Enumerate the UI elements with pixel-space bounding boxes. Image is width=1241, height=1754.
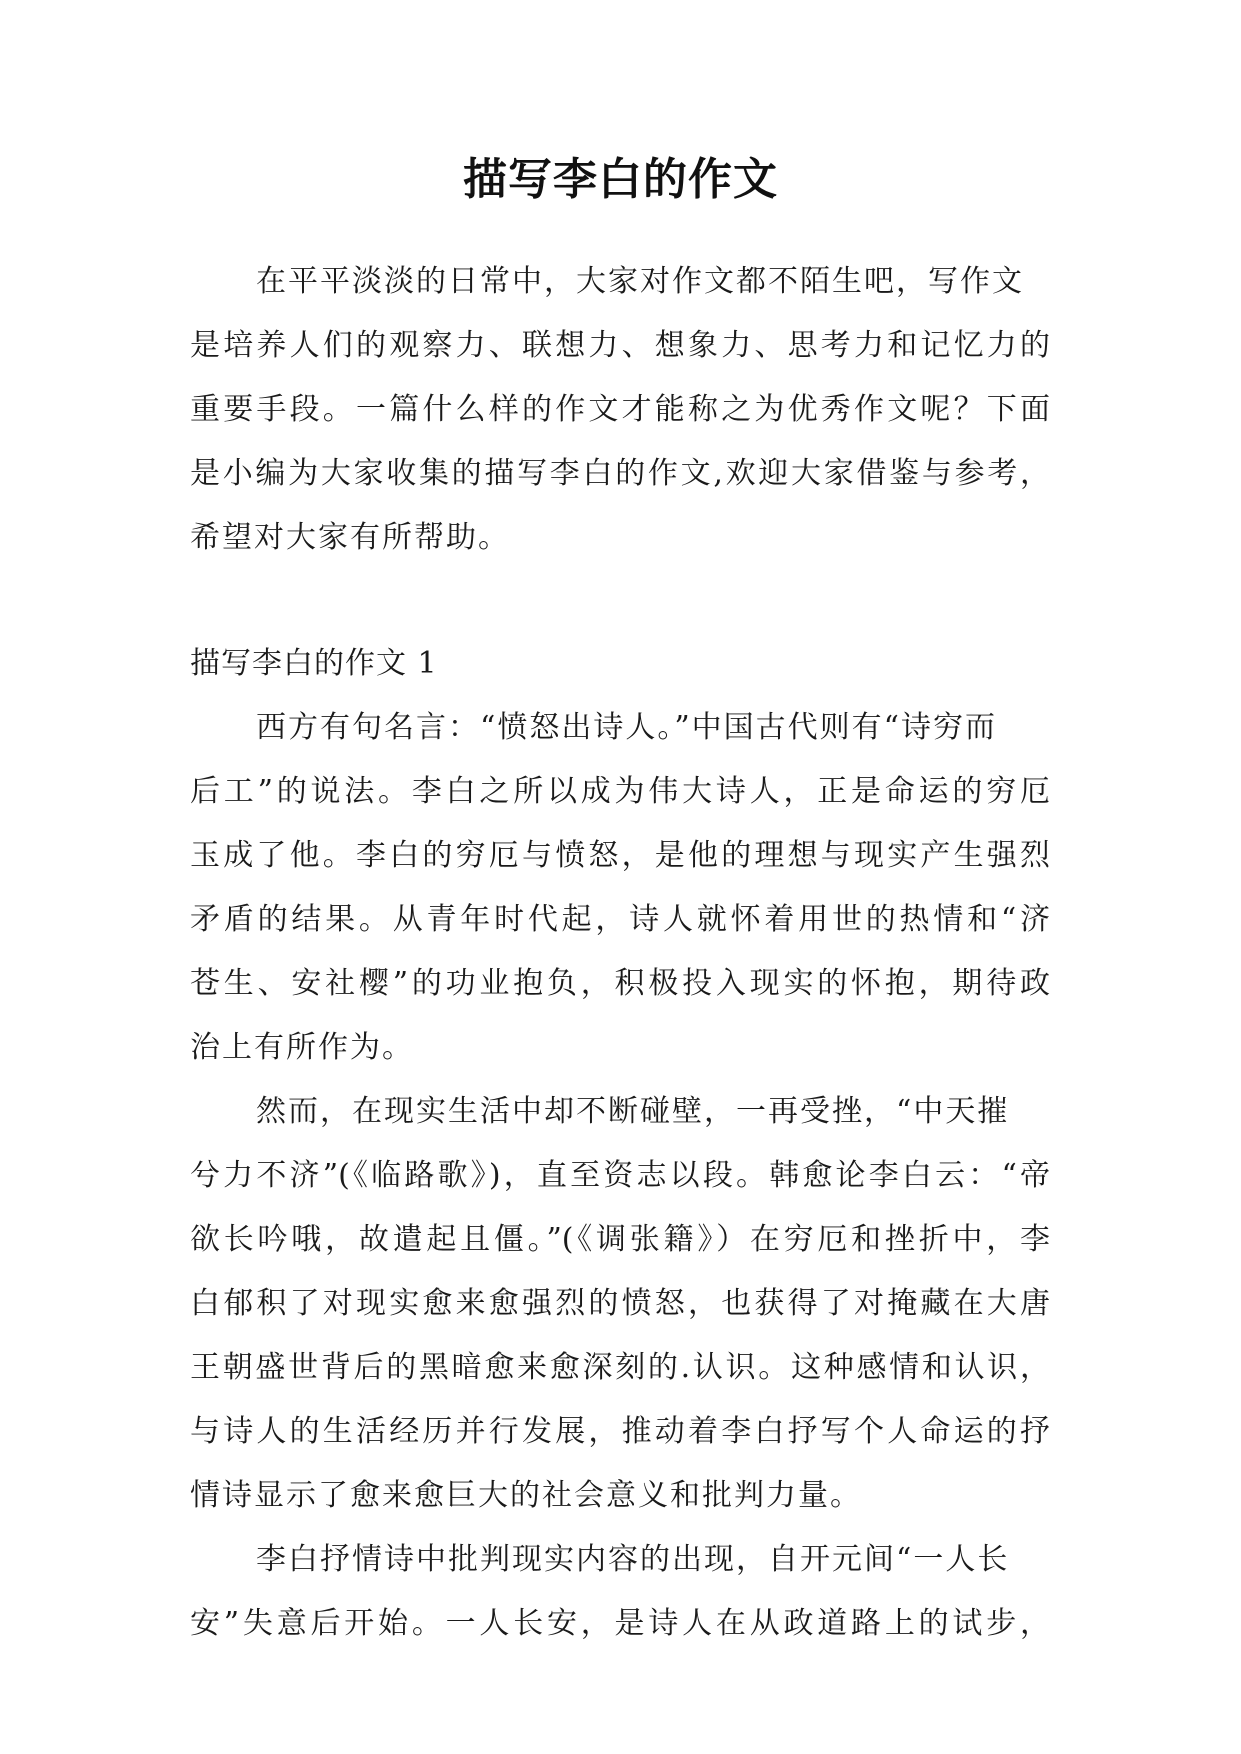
section-paragraph-3	[190, 1528, 1050, 1656]
paragraph-line: 治上有所作为。	[190, 1030, 414, 1065]
paragraph-line: 李白抒情诗中批判现实内容的出现，自开元间“一人长	[256, 1542, 1010, 1577]
section-heading: 描写李白的作文 1	[190, 646, 438, 681]
section-paragraph-1	[190, 696, 1050, 1080]
document-title: 描写李白的作文	[463, 154, 778, 205]
paragraph-line: 欲长吟哦，故遣起且僵。”(《调张籍》）在穷厄和挫折中，李	[190, 1222, 1050, 1257]
paragraph-line: 西方有句名言：“愤怒出诗人。”中国古代则有“诗穷而	[256, 710, 998, 745]
paragraph-line: 然而，在现实生活中却不断碰壁，一再受挫，“中天摧	[256, 1094, 1010, 1129]
paragraph-line: 白郁积了对现实愈来愈强烈的愤怒，也获得了对掩藏在大唐	[190, 1286, 1050, 1321]
paragraph-line: 后工”的说法。李白之所以成为伟大诗人，正是命运的穷厄	[190, 774, 1050, 809]
paragraph-line: 兮力不济”(《临路歌》)，直至资志以段。韩愈论李白云：“帝	[190, 1158, 1050, 1193]
paragraph-line: 安”失意后开始。一人长安，是诗人在从政道路上的试步，	[190, 1606, 1050, 1641]
intro-line: 是培养人们的观察力、联想力、想象力、思考力和记忆力的	[190, 328, 1050, 363]
intro-line: 重要手段。一篇什么样的作文才能称之为优秀作文呢？下面	[190, 392, 1050, 427]
paragraph-line: 苍生、安社樱”的功业抱负，积极投入现实的怀抱，期待政	[190, 966, 1050, 1001]
paragraph-line: 玉成了他。李白的穷厄与愤怒，是他的理想与现实产生强烈	[190, 838, 1050, 873]
paragraph-line: 与诗人的生活经历并行发展，推动着李白抒写个人命运的抒	[190, 1414, 1050, 1449]
paragraph-line: 矛盾的结果。从青年时代起，诗人就怀着用世的热情和“济	[190, 902, 1050, 937]
intro-paragraph	[190, 250, 1050, 570]
section-paragraph-2	[190, 1080, 1050, 1528]
paragraph-line: 王朝盛世背后的黑暗愈来愈深刻的.认识。这种感情和认识，	[190, 1350, 1050, 1385]
intro-line: 希望对大家有所帮助。	[190, 520, 510, 555]
intro-line: 在平平淡淡的日常中，大家对作文都不陌生吧，写作文	[256, 264, 1024, 299]
paragraph-line: 情诗显示了愈来愈巨大的社会意义和批判力量。	[190, 1478, 862, 1513]
intro-line: 是小编为大家收集的描写李白的作文,欢迎大家借鉴与参考，	[190, 456, 1050, 491]
